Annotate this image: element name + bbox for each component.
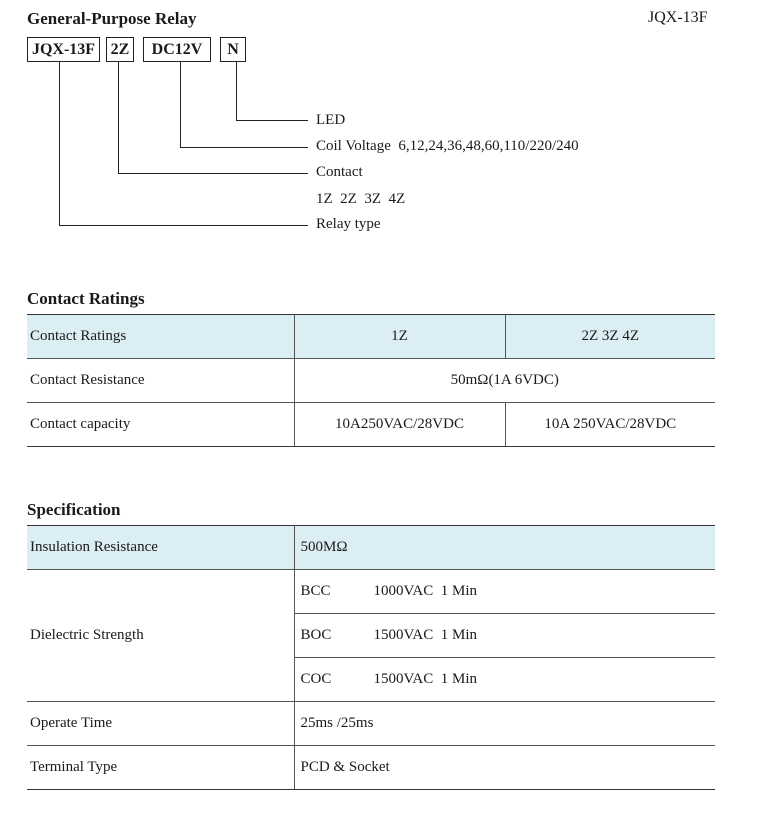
dielectric-name: COC bbox=[300, 671, 332, 687]
specification-table bbox=[27, 525, 715, 790]
dielectric-name: BOC bbox=[300, 627, 332, 643]
connector-coil-vertical bbox=[180, 62, 181, 148]
connector-relay-vertical bbox=[59, 62, 60, 226]
dielectric-value: 1500VAC 1 Min bbox=[373, 671, 477, 687]
code-box-coil-voltage: DC12V bbox=[143, 37, 211, 62]
page-title: General-Purpose Relay bbox=[27, 9, 197, 28]
row-label: Dielectric Strength bbox=[27, 570, 294, 702]
specification-heading: Specification bbox=[27, 500, 121, 519]
connector-contact-vertical bbox=[118, 62, 119, 174]
cell-1z: 1Z bbox=[294, 315, 505, 359]
row-label: Terminal Type bbox=[27, 746, 294, 790]
dielectric-value: 1500VAC 1 Min bbox=[373, 627, 477, 643]
table-row bbox=[27, 702, 715, 746]
cell-capacity-2z3z4z: 10A 250VAC/28VDC bbox=[505, 403, 715, 447]
cell-insulation-value: 500MΩ bbox=[294, 526, 715, 570]
label-relay-type: Relay type bbox=[316, 216, 381, 232]
row-label: Insulation Resistance bbox=[27, 526, 294, 570]
table-row bbox=[27, 746, 715, 790]
contact-ratings-heading: Contact Ratings bbox=[27, 289, 145, 308]
row-label: Contact Ratings bbox=[27, 315, 294, 359]
row-label: Contact Resistance bbox=[27, 359, 294, 403]
table-row bbox=[27, 315, 715, 359]
dielectric-name: BCC bbox=[300, 583, 331, 599]
connector-contact-horizontal bbox=[118, 173, 308, 174]
cell-operate-time: 25ms /25ms bbox=[294, 702, 715, 746]
connector-led-horizontal bbox=[236, 120, 308, 121]
cell-terminal-type: PCD & Socket bbox=[294, 746, 715, 790]
cell-2z3z4z: 2Z 3Z 4Z bbox=[505, 315, 715, 359]
dielectric-value: 1000VAC 1 Min bbox=[373, 583, 477, 599]
connector-coil-horizontal bbox=[180, 147, 308, 148]
model-number: JQX-13F bbox=[648, 9, 708, 26]
contact-ratings-table bbox=[27, 314, 715, 447]
connector-led-vertical bbox=[236, 62, 237, 121]
label-contact: Contact bbox=[316, 164, 363, 180]
dielectric-row-bcc bbox=[294, 570, 715, 614]
code-box-led: N bbox=[220, 37, 246, 62]
label-contact-options: 1Z 2Z 3Z 4Z bbox=[316, 191, 406, 207]
row-label: Contact capacity bbox=[27, 403, 294, 447]
code-box-relay-type: JQX-13F bbox=[27, 37, 100, 62]
table-row bbox=[27, 403, 715, 447]
connector-relay-horizontal bbox=[59, 225, 308, 226]
cell-capacity-1z: 10A250VAC/28VDC bbox=[294, 403, 505, 447]
cell-contact-resistance: 50mΩ(1A 6VDC) bbox=[294, 359, 715, 403]
row-label: Operate Time bbox=[27, 702, 294, 746]
code-box-contact: 2Z bbox=[106, 37, 134, 62]
dielectric-row-boc bbox=[294, 614, 715, 658]
table-row bbox=[27, 359, 715, 403]
dielectric-row-coc bbox=[294, 658, 715, 702]
table-row bbox=[27, 570, 715, 614]
label-led: LED bbox=[316, 112, 346, 128]
label-coil-voltage: Coil Voltage 6,12,24,36,48,60,110/220/240 bbox=[316, 138, 579, 154]
table-row bbox=[27, 526, 715, 570]
